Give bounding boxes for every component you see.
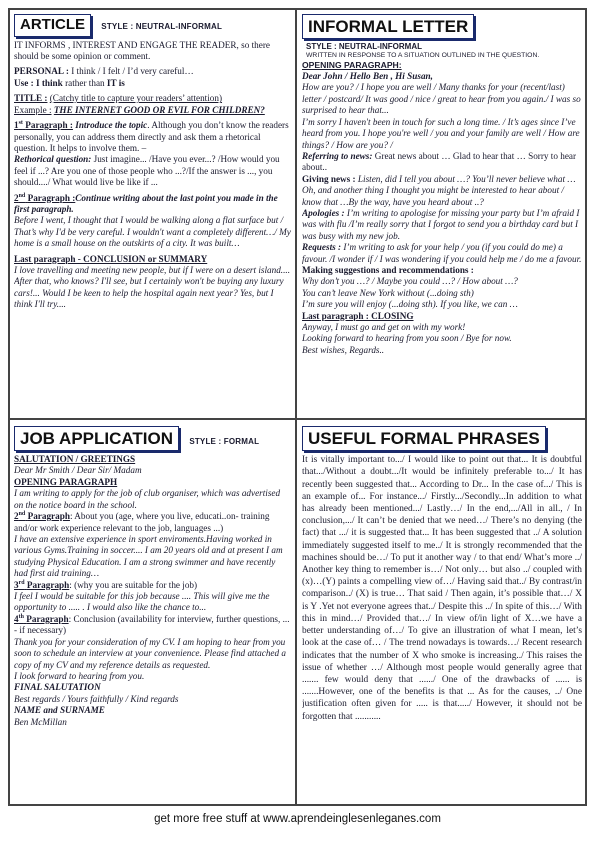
making-text2: You can’t leave New York without (...doing sth) [302,287,474,298]
article-panel [14,14,291,414]
p1-ord: 1st Paragraph : [14,120,73,131]
sorry-text: I’m sorry I haven't been in touch for such a long time. / It’s ages since I’ve heard from you. I hope you're well / you and your family are well / How are things? / How are you? / [302,116,580,150]
article-p1 [14,120,291,189]
informal-panel [302,14,582,414]
title-label: TITLE : [14,93,48,104]
giving-text: Listen, did I tell you about …? You’ll never believe what …Oh, and another thing I thought you might be interested to hear about / know that …By the way, have you heard about ..? [302,173,576,207]
final-text: Best regards / Yours faithfully / Kind regards [14,693,179,704]
title-text: (Catchy title to capture your readers’ attention) [49,93,223,104]
personal-label: PERSONAL : [14,66,69,77]
closing-text3: Best wishes, Regards.. [302,344,385,355]
salutation-text: Dear Mr Smith / Dear Sir/ Madam [14,465,142,476]
making-label: Making suggestions and recommendations : [302,264,474,275]
use-text-c: IT is [106,77,125,88]
use-label: Use : [14,77,34,88]
article-title: ARTICLE [14,14,91,37]
apol-text: I’m writing to apologise for missing your party but I’m afraid I was with flu /I’m really sorry that I forgot to send you a birthday card but I was busy with my new job. [302,207,580,241]
requests [302,242,582,265]
p2-head: Continue writing about the last point you made in the first paragraph. [14,192,278,214]
giving-news [302,174,582,208]
p2-ord: 2nd Paragraph : [14,192,76,203]
job-p3-italic: I feel I would be suitable for this job because .... This will give me the opportunity to ..... . I would also like the chance to... [14,591,270,613]
job-p2 [14,511,291,580]
job-panel [14,426,291,802]
article-personal [14,66,291,89]
closing-label: Last paragraph : CLOSING [302,310,414,321]
personal-text: I think / I felt / I’d very careful… [71,66,194,77]
opening-label: OPENING PARAGRAPH: [302,60,402,71]
example-label: Example : [14,104,52,115]
job-title: JOB APPLICATION [14,426,179,451]
name-text: Ben McMillan [14,716,67,727]
req-text: I’m writing to ask for your help / you (if you could do me) a favour. /I wonder if / I was wondering if you could help me / do me a favour. [302,242,582,264]
closing-text1: Anyway, I must go and get on with my work! [302,322,466,332]
job-p4-text: : Conclusion (availability for interview, further questions, ... - if necessary) [14,613,290,636]
phrases-panel [302,426,582,802]
job-p2-text: : About you (age, where you live, educati..on- training and/or work experience relevant to the job, languages ...) [14,511,270,533]
job-p3 [14,580,291,614]
rhet-label: Rethorical question: [14,154,92,165]
use-text-a: I think [35,77,63,88]
req-label: Requests : [302,242,342,253]
job-p4-italic: Thank you for your consideration of my CV. I am hoping to hear from you soon to schedule an interview at your convenience. Please find attached a copy of my CV and my reference details as requested. [14,636,286,670]
example-text: THE INTERNET GOOD OR EVIL FOR CHILDREN? [53,104,265,115]
giving-label: Giving news : [302,173,356,184]
opening-text: How are you? / I hope you are well / Many thanks for your (recent/last) letter / postcard/ It was good / nice / great to hear from you again./ I was so surprised to hear that... [302,82,581,116]
job-p2-italic: I have an extensive experience in sport enviroments.Having worked in various Gyms.Training in soccer.... I am 20 years old and at present I am studying Physical Education. I am a strong swimmer and have recently had first aid training… [14,533,283,579]
phrases-title: USEFUL FORMAL PHRASES [302,426,546,451]
job-opening-text: I am writing to apply for the job of club organiser, which was advertised on the notice board in the school. [14,488,281,510]
apologies [302,208,582,242]
informal-written: WRITTEN IN RESPONSE TO A SITUATION OUTLINED IN THE QUESTION. [306,51,540,59]
ref-news [302,151,582,174]
job-p3-text: : (why you are suitable for the job) [69,579,198,590]
article-last [14,254,291,311]
final-label: FINAL SALUTATION [14,682,101,693]
article-intro: IT INFORMS , INTEREST AND ENGAGE THE READER, so there should be some opinion or comment. [14,39,270,61]
job-style: STYLE : FORMAL [189,437,260,446]
closing-text2: Looking forward to hearing from you soon / Bye for now. [302,333,512,344]
job-opening-label: OPENING PARAGRAPH [14,476,118,487]
job-p2-ord: 2nd Paragraph [14,511,70,522]
informal-style: STYLE : NEUTRAL-INFORMAL [306,42,422,52]
horizontal-divider [8,418,587,420]
last-label: Last paragraph - CONCLUSION or SUMMARY [14,253,208,264]
article-style: STYLE : NEUTRAL-INFORMAL [101,22,223,31]
apol-label: Apologies : [302,207,345,218]
rhet-text: Just imagine... /Have you ever...? /How would you feel if ...? Are you one of those people who ...?/If the answer is ..., you should..../ What would live be like if ... [14,154,280,188]
article-title-section [14,93,291,116]
ref-text: Great news about … Glad to hear that … Sorry to hear about.. [302,150,577,173]
footer-link[interactable]: get more free stuff at www.aprendeinglesenleganes.com [154,813,441,825]
informal-greeting: Dear John / Hello Ben , Hi Susan, [302,71,433,82]
p2-text: Before I went, I thought that I would be walking along a flat surface but / That’s why I'd be very careful. I wouldn't want a completely different…/ My home is a small house on the outskirts of a city. It was built… [14,215,291,249]
making-text1: Why don’t you …? / Maybe you could …? / How about …? [302,276,518,287]
ref-label: Referring to news: [302,150,373,161]
last-text: I love travelling and meeting new people, but if I were on a desert island.... After that, who knows? I'll see, but I certainly won't be buying any luxury cars!... Would I be keen to help the hospital again next year? Yes, but I think I'll try.... [14,265,290,310]
job-p4-italic2: I look forward to hearing from you. [14,670,145,681]
informal-title: INFORMAL LETTER [302,14,474,39]
vertical-divider [295,8,297,806]
making-text3: I’m sure you will enjoy (...doing sth). If you like, we can … [302,299,518,310]
p1-text: . Although you don’t know the readers personally, you can address them directly and ask them a rhetorical question. It helps to involve them. – [14,120,289,153]
job-p3-ord: 3rd Paragraph [14,579,70,590]
article-p2 [14,193,291,250]
name-label: NAME and SURNAME [14,705,105,716]
job-p4 [14,614,291,683]
p1-head: Introduce the topic [75,120,148,131]
salutation-label: SALUTATION / GREETINGS [14,454,136,465]
phrases-text: It is vitally important to.../ I would like to point out that... It is doubtful that.../Without a doubt.../It would be infinitely preferable to.../ It has recently been suggested that... According to Dr... In the case of.../ This is an example of... For instance.../ Firstly.../Secondly...In addition to what has already been mentioned.../ Lastly…/ In the end,.../All in all., / In conclusion,.../ It can’t be denied that we need…/ There’s no denying (the fact) that .../ it is suggested that... It has been suggested that ../ A solution immediately suggested itself to me../ It is strongly recommended that the machines should be…/ To put it another way / to that end/ What’s more ../ Another key thing to remember is…/ Not only… but also ../ coupled with (x)…(Y) paints a compelling view of…/ Having said that../ By contrast/in comparison../ (X) is true… That said / Then again, it’s possible that…/ X is Y .Yet not everyone agrees that../ Despite this ../ In spite of this…/ With this in mind…/ Provided that…/ In view of/in light of X…we have a better understanding of…/ To give an illustration of what I mean, let’s look at the case of… / The trend nowadays is towards…/ Recent research indicates that the number of X who smoke is increasing../ This raises the issue of whether …/ Although most people would generally agree that ....... few would deny that ....../ One of the drawbacks of ...... is .......However, one of the benefits is that ... As for the causes, ../ One justification often given for ..... is that...../ However, it should not be forgotten that ........... [302,455,582,722]
job-p4-ord: 4th Paragraph [14,613,69,624]
use-text-b: rather than [65,77,105,88]
